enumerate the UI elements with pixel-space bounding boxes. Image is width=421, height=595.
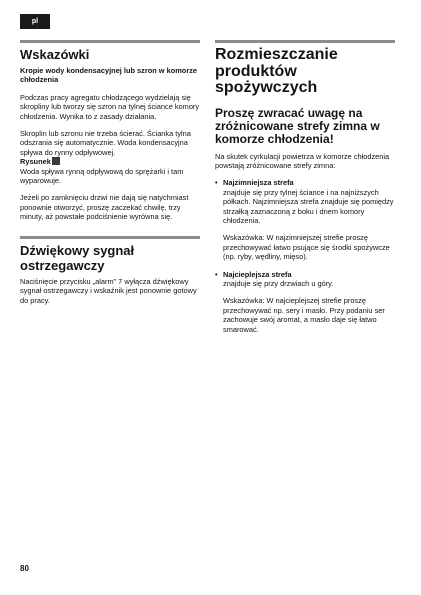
bullet-icon: •: [215, 269, 218, 279]
language-tag: pl: [20, 14, 50, 29]
figure-label: Rysunek: [20, 157, 200, 166]
paragraph-condensation: Podczas pracy agregatu chłodzącego wydzielają się skropliny lub tworzy się szron na tylnej ściance komory chłodzenia. Wynika to z zasady działania.: [20, 92, 200, 121]
list-item: [215, 178, 395, 225]
paragraph-alarm: Naciśnięcie przycisku „alarm” 7 wyłącza dźwiękowy sygnał ostrzegawczy i wskaźnik jest ponownie gotowy do pracy.: [20, 276, 197, 305]
paragraph-drain: Woda spływa rynną odpływową do sprężarki i tam wyparowuje.: [20, 166, 184, 186]
bullet-icon: •: [215, 178, 218, 188]
tip-warmest: Wskazówka: W najcieplejszej strefie proszę przechowywać np. sery i masło. Przy podaniu ser zachowuje swój aromat, a masło daje się łatwo smarować.: [223, 296, 385, 334]
paragraph-door-vacuum: Jeżeli po zamknięciu drzwi nie dają się natychmiast ponownie otworzyć, proszę zaczekać chwilę, trzy minuty, aż powstałe podciśnienie wyrówna się.: [20, 193, 189, 222]
paragraph-defrost: Skroplin lub szronu nie trzeba ścierać. Ścianka tylna odszrania się automatycznie. Woda kondensacyjna spływa do rynny odpływowej.: [20, 129, 191, 157]
right-column: [215, 40, 395, 342]
figure-reference: [20, 157, 200, 166]
bullet-text-warmest: znajduje się przy drzwiach u góry.: [223, 278, 334, 288]
section-heading-tips: Wskazówki: [20, 47, 90, 62]
figure-icon: [52, 157, 60, 165]
subheading-cold-zones: Proszę zwracać uwagę na zróżnicowane strefy zimna w komorze chłodzenia!: [215, 105, 380, 146]
left-column: [20, 40, 200, 313]
page-number: 80: [20, 564, 29, 573]
section-rule: [20, 40, 200, 43]
list-item: [215, 270, 395, 289]
bullet-text-coldest: znajduje się przy tylnej ściance i na najniższych półkach. Najzimniejsza strefa znajduje się pomiędzy strzałką zaznaczoną z boku i dnem komory chłodzenia.: [223, 187, 394, 225]
section-rule: [20, 236, 200, 239]
bullet-title-warmest: Najcieplejsza strefa: [223, 269, 292, 279]
tip-coldest: Wskazówka: W najzimniejszej strefie proszę przechowywać łatwo psujące się środki spożywcze (np. ryby, wędliny, mięso).: [223, 233, 390, 262]
paragraph-intro: Na skutek cyrkulacji powietrza w komorze chłodzenia powstają zróżnicowane strefy zimna:: [215, 151, 390, 170]
section-heading-alarm: Dźwiękowy sygnał ostrzegawczy: [20, 242, 135, 273]
bullet-title-coldest: Najzimniejsza strefa: [223, 178, 294, 188]
section-rule: [215, 40, 395, 43]
section-heading-storage: Rozmieszczanie produktów spożywczych: [215, 46, 338, 96]
subsection-title-condensation: Kropie wody kondensacyjnej lub szron w komorze chłodzenia: [20, 66, 198, 85]
